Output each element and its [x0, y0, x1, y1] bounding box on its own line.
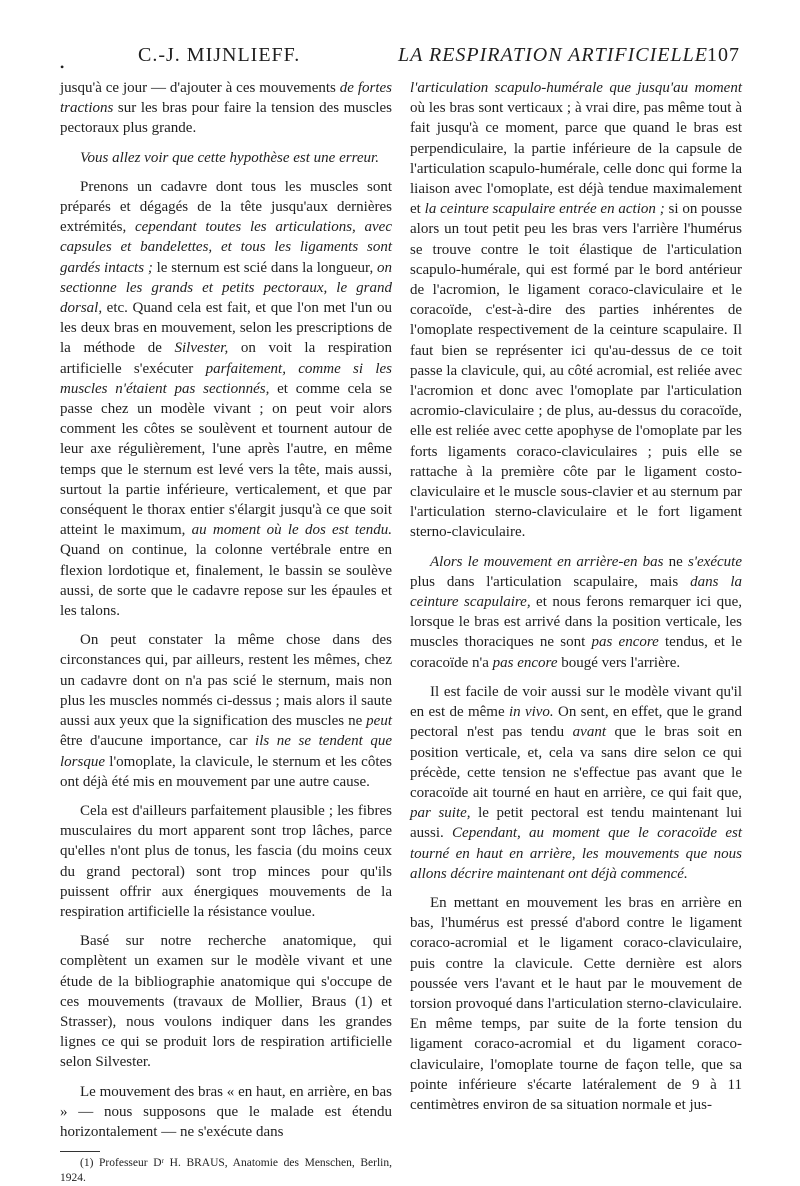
- paragraph: Le mouvement des bras « en haut, en arrière, en bas » — nous supposons que le malade est étendu horizontalement — ne s'exécute dans: [60, 1083, 392, 1140]
- paragraph: En mettant en mouvement les bras en arrière en bas, l'humérus est pressé d'abord contre le ligament coraco-acromial et le ligament coraco-claviculaire, puis contre la clavicule. Cette dernière est alors poussée vers l'avant et le haut par le mouvement de torsion provoqué dans l'articulation sterno-claviculaire. En même temps, par suite de la forte tension du ligament coraco-acromial et du ligament coraco-claviculaire, l'omoplate tourne de façon telle, que sa pointe inférieure s'écarte latéralement de 9 à 11 centimètres environ de sa situation normale et jus-: [410, 894, 742, 1113]
- paragraph: jusqu'à ce jour — d'ajouter à ces mouvements de fortes tractions sur les bras pour faire la tension des muscles pectoraux plus grande.: [60, 80, 392, 137]
- footnote-divider: [60, 1151, 100, 1152]
- margin-mark: •: [60, 60, 65, 74]
- left-column: [60, 78, 392, 1186]
- footnote: (1) Professeur Dʳ H. BRAUS, Anatomie des Menschen, Berlin, 1924.: [60, 1157, 392, 1185]
- paragraph: Alors le mouvement en arrière-en bas ne s'exécute plus dans l'articulation scapulaire, mais dans la ceinture scapulaire, et nous ferons remarquer ici que, lorsque le bras est arrivé dans la position verticale, les muscles thoraciques ne sont pas encore tendus, et le coracoïde n'a pas encore bougé vers l'arrière.: [410, 553, 742, 671]
- header-author: C.-J. MIJNLIEFF.: [138, 44, 301, 66]
- paragraph: On peut constater la même chose dans des circonstances qui, par ailleurs, restent les mêmes, chez un cadavre dont on n'a pas scié le sternum, mais non plus les muscles nommés ci-dessus ; mais alors il saute aussi aux yeux que la signification des muscles ne peut être d'aucune importance, car ils ne se tendent que lorsque l'omoplate, la clavicule, le sternum et les côtes ont déjà été mis en mouvement par une autre cause.: [60, 632, 393, 790]
- header-title: LA RESPIRATION ARTIFICIELLE: [398, 44, 708, 66]
- paragraph: Cela est d'ailleurs parfaitement plausible ; les fibres musculaires du mort apparent sont trop lâches, parce qu'elles n'ont plus de tonus, les fascia (du moins ceux du grand pectoral) sont trop minces pour qu'ils puissent offrir aux énergiques mouvements de la respiration artificielle la résistance voulue.: [60, 802, 392, 920]
- right-column: [410, 78, 742, 1124]
- page-number: 107: [707, 44, 740, 66]
- paragraph: Basé sur notre recherche anatomique, qui complètent un examen sur le modèle vivant et une étude de la bibliographie anatomique qui s'occupe de ces mouvements (travaux de Mollier, Braus (1) et Strasser), nous voulons indiquer dans les grandes lignes ce qui se produit lors de respiration artificielle selon Silvester.: [60, 933, 392, 1071]
- paragraph: Prenons un cadavre dont tous les muscles sont préparés et dégagés de la tête jusqu'aux dernières extrémités, cependant toutes les articulations, avec capsules et bandelettes, et tous les ligaments sont gardés intacts ; le sternum est scié dans la longueur, on sectionne les grands et petits pectoraux, le grand dorsal, etc. Quand cela est fait, et que l'on met l'un ou les deux bras en mouvement, selon les prescriptions de la méthode de Silvester, on voit la respiration artificielle s'exécuter parfaitement, comme si les muscles n'étaient pas sectionnés, et comme cela se passe chez un modèle vivant ; on peut voir alors comment les côtes se soulèvent et tournent autour de leur axe régulièrement, l'une après l'autre, en même temps que le sternum est levé vers la tête, mais aussi, surtout la partie inférieure, verticalement, et que par conséquent le thorax entier s'élargit jusqu'à ce que soit atteint le maximum, au moment où le dos est tendu. Quand on continue, la colonne vertébrale entre en flexion lordotique et, finalement, le bassin se soulève aussi, de sorte que le cadavre repose sur les épaules et les talons.: [60, 178, 393, 620]
- paragraph: Vous allez voir que cette hypothèse est une erreur.: [80, 149, 379, 166]
- running-header: [60, 42, 740, 72]
- paragraph: Il est facile de voir aussi sur le modèle vivant qu'il en est de même in vivo. On sent, en effet, que le grand pectoral n'est pas tendu avant que le bras soit en position verticale, et, cela va sans dire selon ce qui précède, cette tension ne s'effectue pas avant que le coracoïde ait tourné en haut en arrière, ce qui fait que, par suite, le petit pectoral est tendu maintenant lui aussi. Cependant, au moment que le coracoïde est tourné en haut en arrière, les mouvements que nous allons décrire maintenant ont déjà commencé.: [410, 683, 743, 882]
- paragraph: l'articulation scapulo-humérale que jusqu'au moment où les bras sont verticaux ; à vrai dire, pas même tout à fait jusqu'à ce moment, parce que quand le bras est perpendiculaire, la partie inférieure de la capsule de l'articulation scapulo-humérale, celle donc qui forme la liaison avec l'omoplate, est déjà tendue maximalement et la ceinture scapulaire entrée en action ; si on pousse alors un tout petit peu les bras vers l'arrière l'humérus se trouve contre le toit élastique de l'articulation scapulo-humérale, qui est formé par le bord antérieur de l'acromion, le ligament coraco-claviculaire et le coracoïde, c'est-à-dire des parties inhérentes de l'omoplate respectivement de la ceinture scapulaire. Il faut bien se représenter ici qu'au-dessus de ce toit passe la clavicule, qui, au côté acromial, est reliée avec l'acromion et donc avec l'omoplate par l'articulation acromio-claviculaire ; de plus, au-dessus du coracoïde, elle est reliée avec cette apophyse de l'omoplate par les forts ligaments coraco-claviculaires ; puis elle se rattache à la première côte par le ligament costo-claviculaire et le muscle sous-clavier et au sternum par l'articulation sterno-claviculaire et le fort ligament sterno-claviculaire.: [410, 80, 743, 541]
